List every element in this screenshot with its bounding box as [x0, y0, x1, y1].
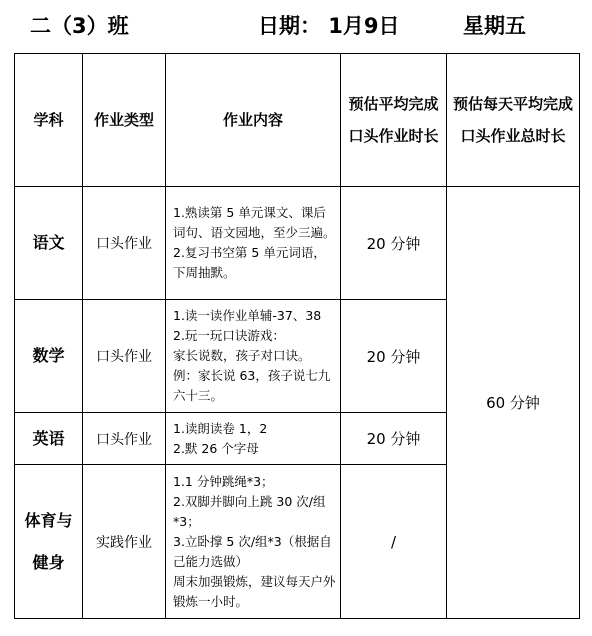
content-line: 周末加强锻炼，建议每天户外锻炼一小时。	[173, 573, 336, 609]
content-line: 例：家长说 63，孩子说七九六十三。	[173, 368, 331, 403]
table-row	[15, 187, 580, 300]
content-line: 2.玩一玩口诀游戏：	[173, 328, 285, 343]
content-line: 1.读朗读卷 1，2	[173, 420, 268, 436]
subject-cell: 数学	[15, 300, 83, 413]
content-cell	[166, 413, 341, 465]
duration-cell: 20 分钟	[341, 187, 447, 300]
type-cell: 实践作业	[83, 465, 166, 619]
header-subject: 学科	[15, 54, 83, 187]
page-header	[0, 6, 592, 42]
total-duration-cell: 60 分钟	[447, 187, 580, 619]
content-line: 1.熟读第 5 单元课文、课后词句、语文园地，至少三遍。	[173, 205, 336, 240]
type-cell: 口头作业	[83, 187, 166, 300]
homework-table	[14, 53, 580, 619]
subject-cell	[15, 465, 83, 619]
subject-cell: 语文	[15, 187, 83, 300]
header-row	[15, 54, 580, 187]
content-cell	[166, 465, 341, 619]
class-label: 二（3）班	[30, 14, 129, 38]
type-cell: 口头作业	[83, 300, 166, 413]
subject-cell: 英语	[15, 413, 83, 465]
header-duration	[341, 54, 447, 187]
date-label: 日期： 1月9日	[258, 14, 400, 38]
type-cell: 口头作业	[83, 413, 166, 465]
duration-cell: /	[341, 465, 447, 619]
header-total-text: 预估每天平均完成口头作业总时长	[452, 95, 573, 145]
content-line: 1.1 分钟跳绳*3；	[173, 473, 274, 489]
header-type: 作业类型	[83, 54, 166, 187]
content-line: 2.复习书空第 5 单元词语，下周抽默。	[173, 245, 326, 280]
content-line: 2.双脚并脚向上跳 30 次/组*3；	[173, 493, 326, 529]
content-cell	[166, 187, 341, 300]
content-line: 家长说数，孩子对口诀。	[173, 348, 311, 363]
content-line: 1.读一读作业单辅-37、38	[173, 308, 322, 323]
content-line: 3.立卧撑 5 次/组*3（根据自己能力选做）	[173, 533, 332, 569]
header-duration-text: 预估平均完成口头作业时长	[348, 95, 439, 145]
header-total	[447, 54, 580, 187]
content-line: 2.默 26 个字母	[173, 440, 259, 456]
weekday-label: 星期五	[463, 14, 526, 38]
content-cell	[166, 300, 341, 413]
duration-cell: 20 分钟	[341, 413, 447, 465]
subject-text: 体育与健身	[24, 510, 73, 572]
header-content: 作业内容	[166, 54, 341, 187]
duration-cell: 20 分钟	[341, 300, 447, 413]
